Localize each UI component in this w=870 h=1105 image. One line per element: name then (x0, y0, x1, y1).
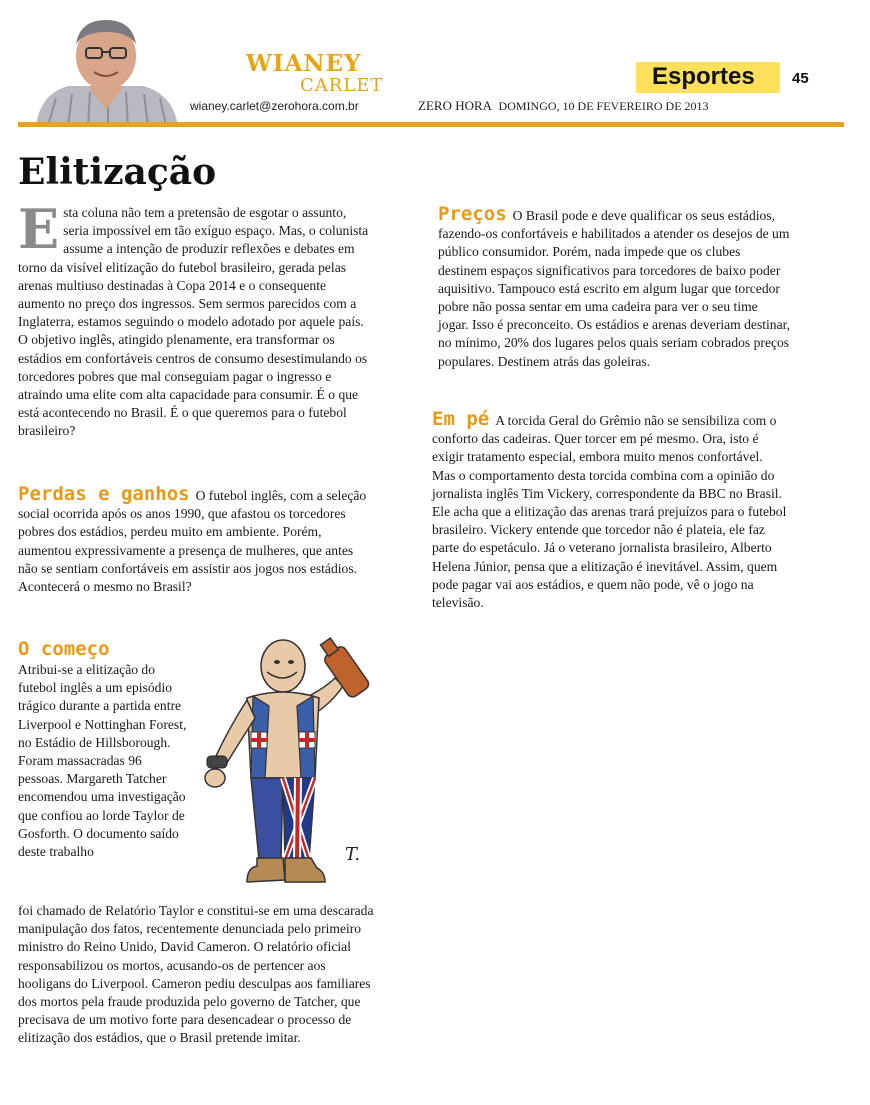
precos-section (438, 205, 790, 371)
perdas-section (18, 485, 374, 596)
perdas-text: O futebol inglês, com a seleção social ocorrida após os anos 1990, que afastou os torcedores pobres dos estádios, perdeu muito em ambiente. Porém, aumentou expressivamente a presença de mulheres, que antes não se sentiam confortáveis em assistir aos jogos nos estádios. Acontecerá o mesmo no Brasil? (18, 488, 367, 595)
author-first-name: WIANEY (246, 50, 362, 77)
precos-title: Preços (438, 203, 507, 225)
empe-text: A torcida Geral do Grêmio não se sensibiliza com o conforto das cadeiras. Quer torcer em pé mesmo. Ora, isto é exigir tratamento especial, embora muito menos confortável. Mas o comportamento desta torcida combina com a opinião do jornalista inglês Tim Vickery, correspondente da BBC no Brasil. Ele acha que a elitização das arenas trará prejuízos para o futebol brasileiro. Vickery entende que torcedor não é plateia, ele faz parte do espetáculo. Já o veterano jornalista brasileiro, Alberto Helena Júnior, pensa que a elitização é inevitável. Assim, quem pode pagar vai aos estádios, e quem não pode, vê o jogo na televisão. (432, 413, 787, 611)
author-last-name: CARLET (300, 75, 384, 96)
comeco-section (18, 637, 188, 861)
header-rule (18, 122, 844, 127)
issue-date: DOMINGO, 10 DE FEVEREIRO DE 2013 (498, 99, 709, 113)
author-photo (28, 14, 183, 126)
comeco-title: O começo (18, 638, 110, 660)
comeco-text-wide: foi chamado de Relatório Taylor e constitui-se em uma descarada manipulação dos fatos, recentemente denunciada pelo primeiro ministro do Reino Unido, David Cameron. O relatório oficial responsabilizou os mortos, acusando-os de pertencer aos hooligans do Liverpool. Cameron pediu desculpas aos familiares dos mortos pela fraude produzida pelo governo de Tatcher, que precisava de um motivo forte para desencadear o processo de elitização dos estádios, que o Brasil pretende imitar. (18, 903, 374, 1046)
empe-section (432, 410, 788, 612)
comeco-continuation (18, 902, 374, 1048)
author-email[interactable]: wianey.carlet@zerohora.com.br (190, 99, 359, 113)
headline: Elitização (18, 151, 217, 193)
intro-text: sta coluna não tem a pretensão de esgotar o assunto, seria impossível em tão exíguo espaço. Mas, o colunista assume a intenção de produzir reflexões e debates em torno da visível elitização do futebol brasileiro, gerada pelas arenas multiuso destinadas à Copa 2014 e o consequente aumento no preço dos ingressos. Sem sermos parecidos com a Inglaterra, estamos seguindo o modelo adotado por aquele país. O objetivo inglês, atingido plenamente, era transformar os estádios em confortáveis centros de consumo desestimulando os torcedores pobres que mal conseguiam pagar o ingresso e atraindo uma elite com alta capacidade para consumir. É o que está acontecendo no Brasil. É o que queremos para o futebol brasileiro? (18, 205, 369, 439)
intro-paragraph (18, 197, 372, 441)
section-label: Esportes (652, 63, 755, 90)
hooligan-illustration (185, 628, 375, 890)
comeco-text-narrow: Atribui-se a elitização do futebol inglês a um episódio trágico durante a partida entre Liverpool e Nottinghan Forest, no Estádio de Hillsborough. Foram massacradas 96 pessoas. Margareth Tatcher encomendou uma investigação que confiou ao lorde Taylor de Gosforth. O documento saído deste trabalho (18, 662, 187, 860)
empe-title: Em pé (432, 408, 490, 430)
precos-text: O Brasil pode e deve qualificar os seus estádios, fazendo-os confortáveis e habilitados a atender os desejos de um público consumidor. Porém, nada impede que os clubes destinem espaços significativos para torcedores de baixo poder aquisitivo. Tampouco está escrito em algum lugar que torcedor pobre não possa sentar em uma cadeira para ver o seu time jogar. Isso é preconceito. Os estádios e arenas deveriam destinar, no mínimo, 20% dos lugares pelos quais seriam cobrados preços populares. Destinem atrás das goleiras. (438, 208, 791, 369)
paper-date-line (418, 98, 709, 114)
drop-cap: E (18, 197, 60, 261)
page-number: 45 (792, 70, 809, 87)
illustration-signature: T. (345, 844, 361, 865)
paper-name: ZERO HORA (418, 98, 493, 113)
perdas-title: Perdas e ganhos (18, 483, 190, 505)
